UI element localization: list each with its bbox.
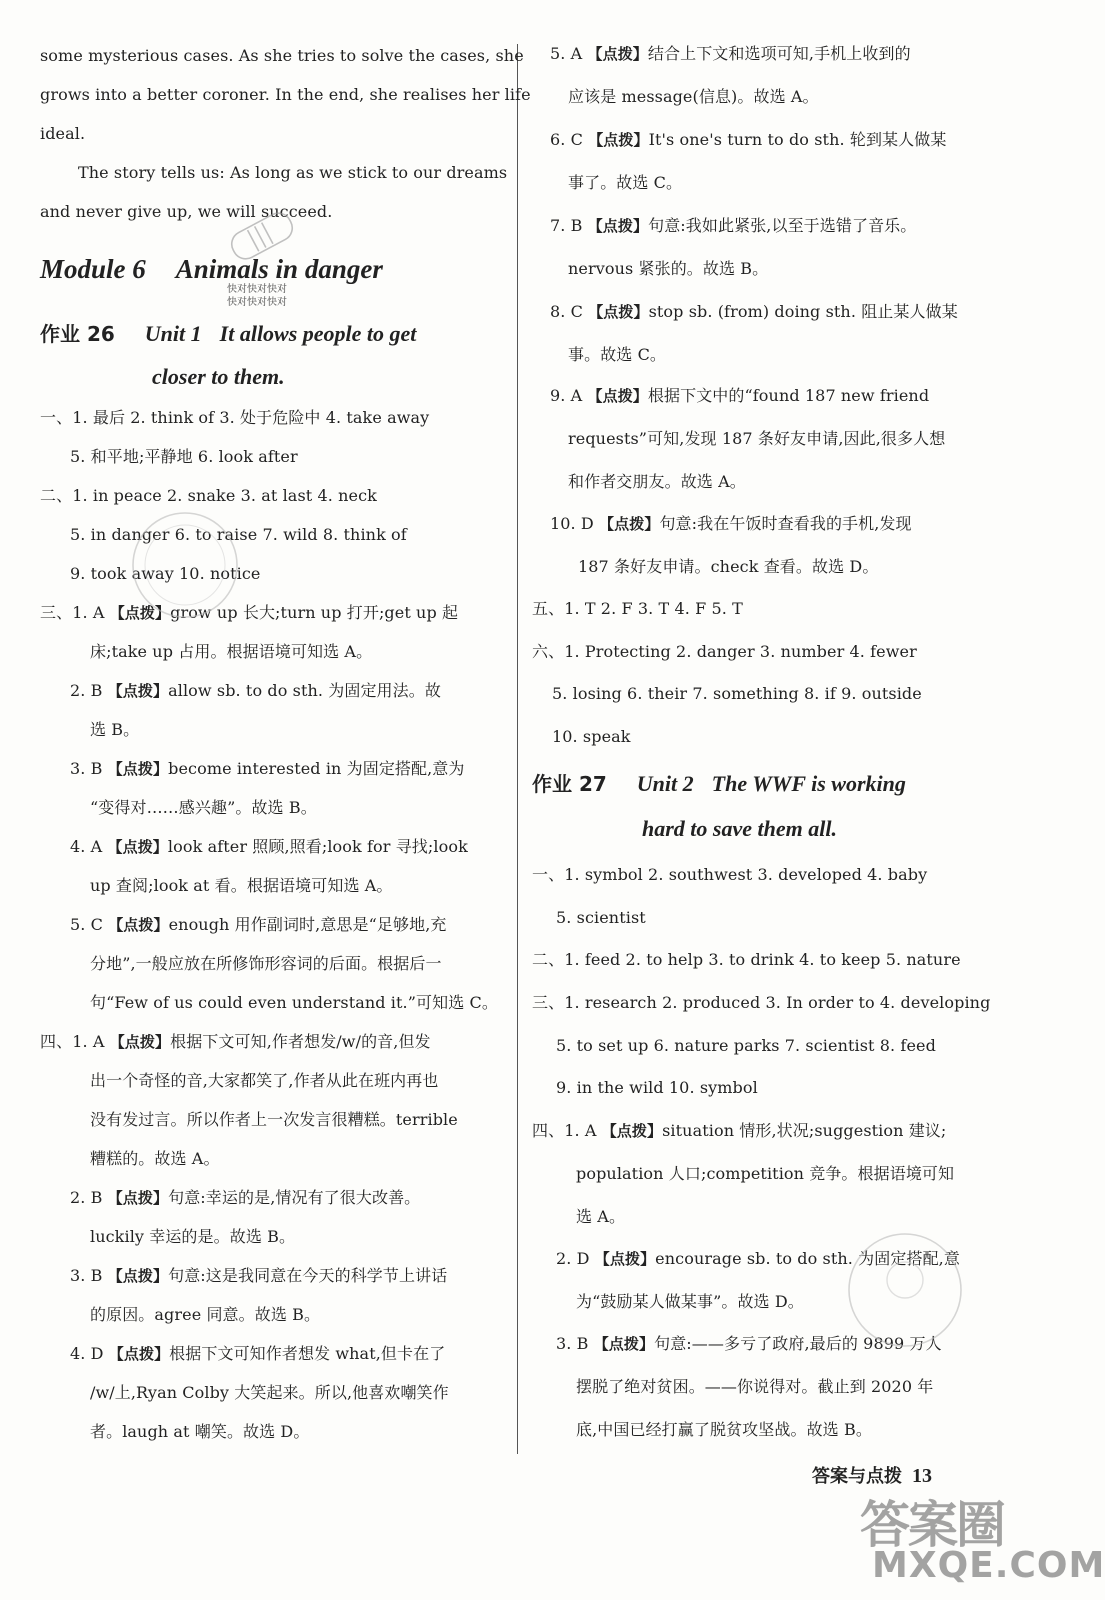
column-divider [517,44,518,1454]
answer-line: 出一个奇怪的音,大家都笑了,作者从此在班内再也 [90,1071,439,1090]
footer-label: 答案与点拨 [812,1466,902,1487]
intro-line: some mysterious cases. As she tries to solve the cases, she [40,46,524,65]
answer-line: 3. B 【点拨】句意:——多亏了政府,最后的 9899 万人 [556,1334,942,1353]
answer-line: 五、1. T 2. F 3. T 4. F 5. T [532,599,743,618]
homework-26-heading [40,318,416,347]
answer-line: 分地”,一般应放在所修饰形容词的后面。根据后一 [90,954,442,973]
answer-line: 句“Few of us could even understand it.”可知选 C。 [90,993,498,1012]
answer-line: 7. B 【点拨】句意:我如此紧张,以至于选错了音乐。 [550,216,917,235]
answer-line: 5. in danger 6. to raise 7. wild 8. think of [70,525,407,544]
answer-line: luckily 幸运的是。故选 B。 [90,1227,296,1246]
watermark-small-text: 快对快对快对 [227,284,287,295]
homework-27-heading-line2: hard to save them all. [642,816,837,841]
homework-26-heading-line2: closer to them. [152,364,285,389]
answer-line: “变得对……感兴趣”。故选 B。 [90,798,317,817]
unit-label: Unit 1 [144,321,202,346]
homework-label: 作业 27 [532,772,607,796]
hint-tag: 【点拨】 [587,45,648,63]
answer-line: 选 A。 [576,1207,626,1226]
answer-line: 2. B 【点拨】句意:幸运的是,情况有了很大改善。 [70,1188,421,1207]
answer-line: 应该是 message(信息)。故选 A。 [568,87,819,106]
unit-title: The WWF is working [711,771,906,796]
hint-tag: 【点拨】 [588,303,649,321]
module-name: Animals in danger [175,254,383,284]
watermark-stamp-icon [835,1220,975,1360]
answer-line: 4. A 【点拨】look after 照顾,照看;look for 寻找;look [70,837,468,856]
answer-line: 一、1. symbol 2. southwest 3. developed 4. baby [532,865,928,884]
answer-line: 事。故选 C。 [568,345,667,364]
watermark-brand: 答案圈 [860,1496,1004,1554]
answer-line: 5. to set up 6. nature parks 7. scientist 8. feed [556,1036,936,1055]
module-title [40,254,383,285]
hint-tag: 【点拨】 [107,760,169,778]
answer-line: 者。laugh at 嘲笑。故选 D。 [90,1422,310,1441]
answer-line: 2. D 【点拨】encourage sb. to do sth. 为固定搭配,意 [556,1249,960,1268]
answer-line: 二、1. feed 2. to help 3. to drink 4. to keep 5. nature [532,950,961,969]
answer-line: 为“鼓励某人做某事”。故选 D。 [576,1292,804,1311]
answer-line: 6. C 【点拨】It's one's turn to do sth. 轮到某人做某 [550,130,947,149]
answer-line: 3. B 【点拨】句意:这是我同意在今天的科学节上讲话 [70,1266,448,1285]
answer-line: 三、1. research 2. produced 3. In order to 4. developing [532,993,991,1012]
answer-line: 5. 和平地;平静地 6. look after [70,447,298,466]
hint-tag: 【点拨】 [588,131,649,149]
answer-line: 187 条好友申请。check 查看。故选 D。 [578,557,879,576]
hint-tag: 【点拨】 [587,387,648,405]
answer-line: 选 B。 [90,720,140,739]
hint-tag: 【点拨】 [593,1335,655,1353]
answer-line: 10. D 【点拨】句意:我在午饭时查看我的手机,发现 [550,514,912,533]
unit-title: It allows people to get [219,321,417,346]
answer-line: 糟糕的。故选 A。 [90,1149,220,1168]
answer-line: 的原因。agree 同意。故选 B。 [90,1305,321,1324]
hint-tag: 【点拨】 [587,217,649,235]
hint-tag: 【点拨】 [107,1267,169,1285]
answer-line: /w/上,Ryan Colby 大笑起来。所以,他喜欢嘲笑作 [90,1383,449,1402]
answer-line: 摆脱了绝对贫困。——你说得对。截止到 2020 年 [576,1377,934,1396]
intro-line: ideal. [40,124,86,143]
watermark-small-text: 快对快对快对 [227,297,287,308]
homework-label: 作业 26 [40,322,115,346]
answer-line: 5. scientist [556,908,646,927]
answer-line: up 查阅;look at 看。根据语境可知选 A。 [90,876,393,895]
answer-line: 没有发过言。所以作者上一次发言很糟糕。terrible [90,1110,458,1129]
answer-line: 5. C 【点拨】enough 用作副词时,意思是“足够地,充 [70,915,447,934]
hint-tag: 【点拨】 [107,1189,169,1207]
intro-line: grows into a better coroner. In the end, she realises her life [40,85,531,104]
answer-line: 事了。故选 C。 [568,173,683,192]
hint-tag: 【点拨】 [108,916,169,934]
answer-line: 二、1. in peace 2. snake 3. at last 4. neck [40,486,377,505]
hint-tag: 【点拨】 [601,1122,663,1140]
intro-line: and never give up, we will succeed. [40,202,333,221]
answer-line: 8. C 【点拨】stop sb. (from) doing sth. 阻止某人做某 [550,302,958,321]
answer-line: 9. in the wild 10. symbol [556,1078,758,1097]
answer-line: nervous 紧张的。故选 B。 [568,259,769,278]
answer-line: 和作者交朋友。故选 A。 [568,472,746,491]
answer-line: requests”可知,发现 187 条好友申请,因此,很多人想 [568,429,946,448]
module-number: Module 6 [40,254,146,284]
intro-line: The story tells us: As long as we stick to our dreams [78,163,508,182]
answer-line: population 人口;competition 竞争。根据语境可知 [576,1164,955,1183]
answer-line: 5. A 【点拨】结合上下文和选项可知,手机上收到的 [550,44,911,63]
homework-27-heading [532,768,906,797]
answer-line: 底,中国已经打赢了脱贫攻坚战。故选 B。 [576,1420,872,1439]
hint-tag: 【点拨】 [107,838,168,856]
hint-tag: 【点拨】 [594,1250,656,1268]
answer-line: 9. took away 10. notice [70,564,261,583]
hint-tag: 【点拨】 [599,515,660,533]
answer-line: 9. A 【点拨】根据下文中的“found 187 new friend [550,386,930,405]
answer-line: 床;take up 占用。根据语境可知选 A。 [90,642,373,661]
answer-line: 三、1. A 【点拨】grow up 长大;turn up 打开;get up 起 [40,603,459,622]
watermark-stamp-icon [120,500,250,630]
hint-tag: 【点拨】 [108,1345,170,1363]
hint-tag: 【点拨】 [109,604,171,622]
answer-line: 2. B 【点拨】allow sb. to do sth. 为固定用法。故 [70,681,441,700]
answer-line: 一、1. 最后 2. think of 3. 处于危险中 4. take away [40,408,430,427]
answer-line: 3. B 【点拨】become interested in 为固定搭配,意为 [70,759,465,778]
hint-tag: 【点拨】 [107,682,169,700]
answer-line: 四、1. A 【点拨】根据下文可知,作者想发/w/的音,但发 [40,1032,431,1051]
unit-label: Unit 2 [636,771,694,796]
watermark-stamp-icon [222,206,302,266]
hint-tag: 【点拨】 [109,1033,171,1051]
answer-line: 六、1. Protecting 2. danger 3. number 4. fewer [532,642,917,661]
answer-line: 10. speak [552,727,631,746]
answer-line: 四、1. A 【点拨】situation 情形,状况;suggestion 建议; [532,1121,947,1140]
answer-line: 4. D 【点拨】根据下文可知作者想发 what,但卡在了 [70,1344,446,1363]
watermark-site: MXQE.COM [872,1545,1105,1586]
answer-line: 5. losing 6. their 7. something 8. if 9. outside [552,684,922,703]
page-number: 13 [912,1465,932,1487]
